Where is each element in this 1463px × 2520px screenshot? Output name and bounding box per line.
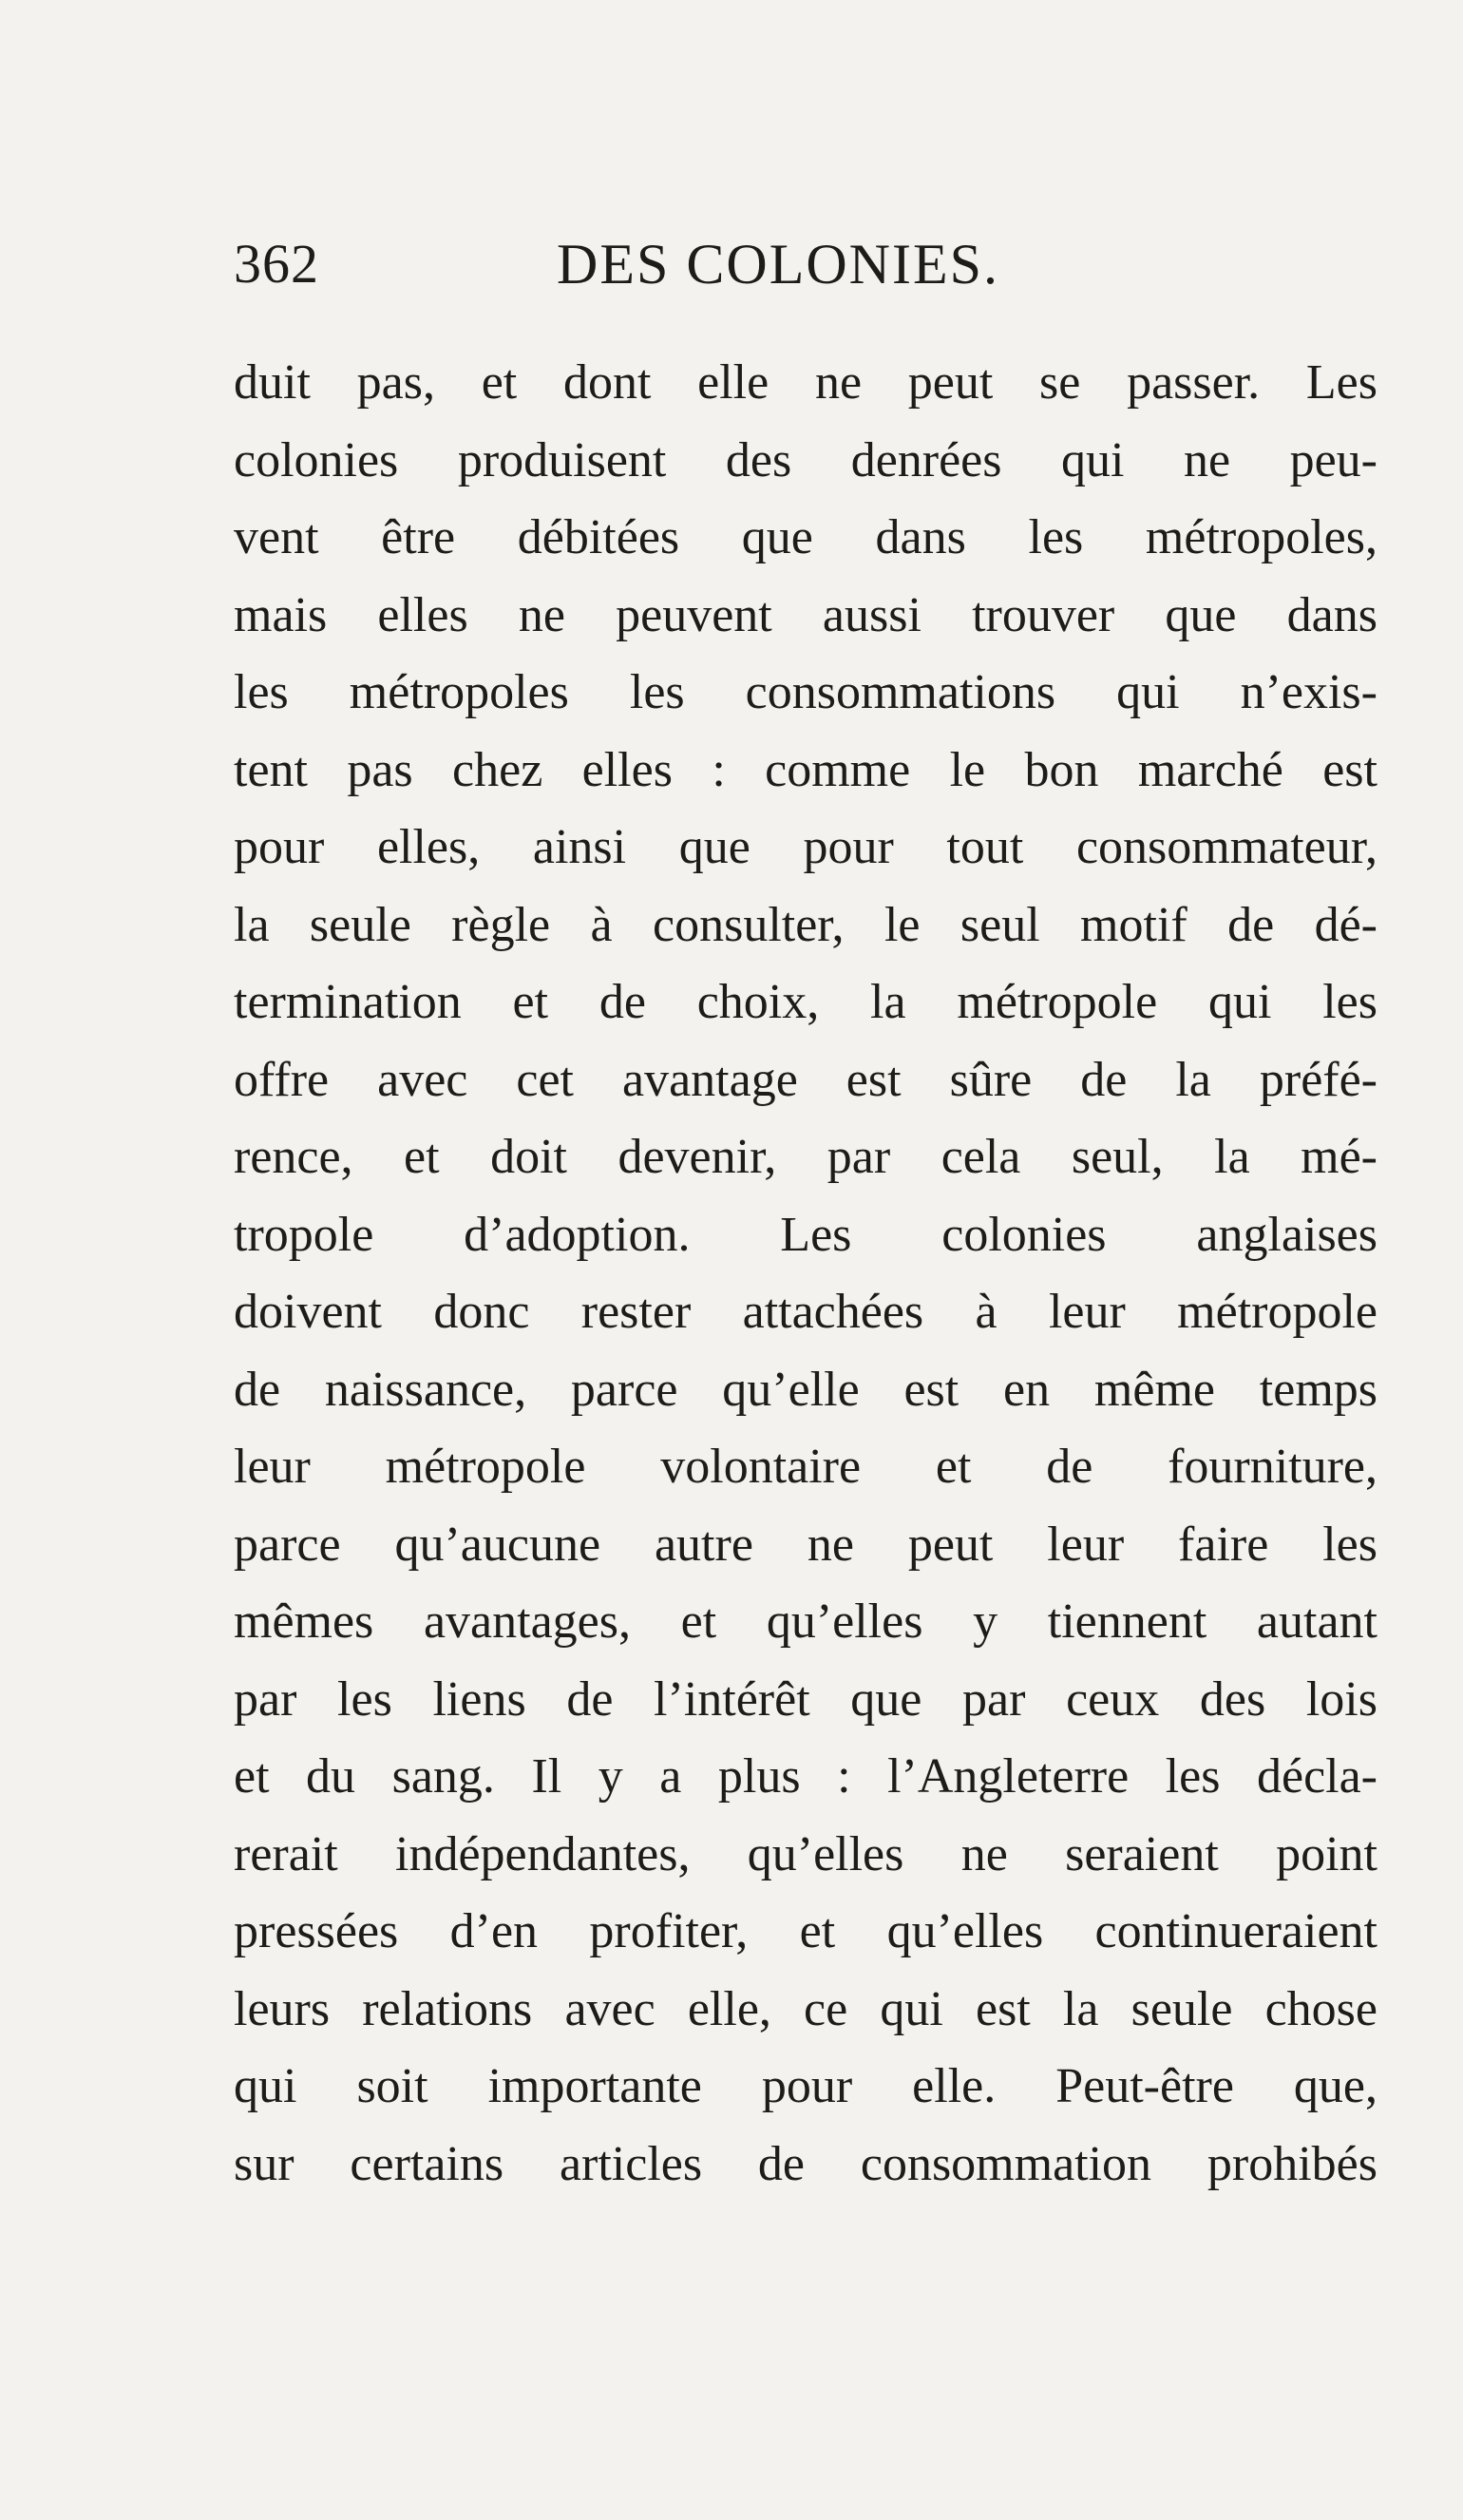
text-line: offre avec cet avantage est sûre de la préfé- — [234, 1052, 1378, 1107]
text-line: termination et de choix, la métropole qui les — [234, 975, 1378, 1029]
text-line: qui soit importante pour elle. Peut-être que, — [234, 2059, 1378, 2113]
text-line: mêmes avantages, et qu’elles y tiennent autant — [234, 1594, 1378, 1649]
text-line: colonies produisent des denrées qui ne peu- — [234, 432, 1378, 487]
text-line: les métropoles les consommations qui n’exis- — [234, 665, 1378, 719]
text-line: tropole d’adoption. Les colonies anglaises — [234, 1207, 1378, 1262]
running-head — [234, 226, 1378, 302]
text-line: leur métropole volontaire et de fourniture, — [234, 1440, 1378, 1494]
text-line: duit pas, et dont elle ne peut se passer. Les — [234, 355, 1378, 410]
running-title: DES COLONIES. — [557, 233, 1000, 296]
page-number: 362 — [234, 233, 319, 295]
text-line: vent être débitées que dans les métropoles, — [234, 510, 1378, 564]
text-line: parce qu’aucune autre ne peut leur faire les — [234, 1517, 1378, 1572]
text-line: pour elles, ainsi que pour tout consommateur, — [234, 820, 1378, 874]
text-line: mais elles ne peuvent aussi trouver que dans — [234, 587, 1378, 642]
text-line: par les liens de l’intérêt que par ceux des lois — [234, 1671, 1378, 1727]
text-line: pressées d’en profiter, et qu’elles continueraient — [234, 1904, 1378, 1958]
text-line: doivent donc rester attachées à leur métropole — [234, 1285, 1378, 1339]
text-line: tent pas chez elles : comme le bon marché est — [234, 742, 1378, 797]
text-line: leurs relations avec elle, ce qui est la seule chose — [234, 1981, 1378, 2036]
text-line: sur certains articles de consommation prohibés — [234, 2136, 1378, 2191]
text-line: rence, et doit devenir, par cela seul, la mé- — [234, 1130, 1378, 1184]
body-text — [234, 344, 1378, 2203]
text-line: rerait indépendantes, qu’elles ne seraient point — [234, 1826, 1378, 1881]
text-line: la seule règle à consulter, le seul motif de dé- — [234, 897, 1378, 952]
text-line: et du sang. Il y a plus : l’Angleterre les décla- — [234, 1749, 1378, 1804]
text-line: de naissance, parce qu’elle est en même temps — [234, 1362, 1378, 1417]
